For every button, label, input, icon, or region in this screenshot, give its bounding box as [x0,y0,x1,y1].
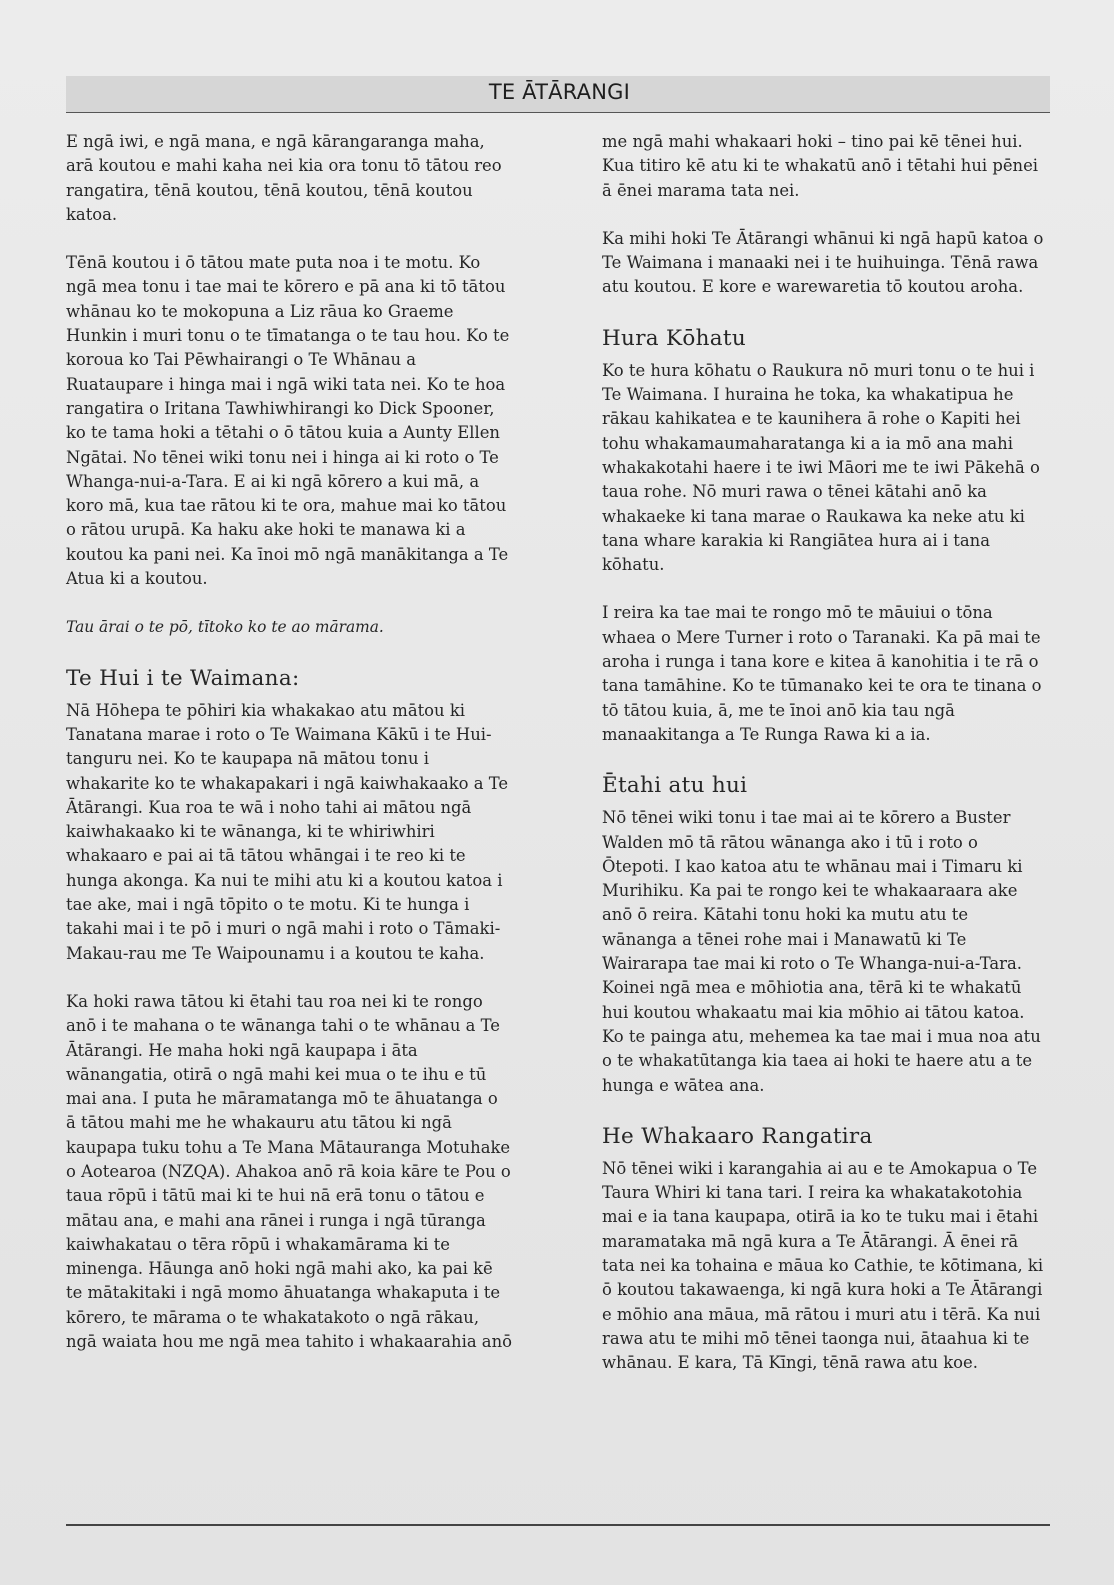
header-title: TE ĀTĀRANGI [488,80,630,104]
proverb: Tau ārai o te pō, tītoko ko te ao mārama. [66,618,384,637]
waimana-paragraph-1: Nā Hōhepa te pōhiri kia whakakao atu mātou ki Tanatana marae i roto o Te Waimana Kākū i te Hui-tanguru nei. Ko te kaupapa nā mātou tonu i whakarite ko te whakapakari i ngā kaiwhakaako a Te Ātārangi. Kua roa te wā i noho tahi ai mātou ngā kaiwhakaako ki te wānanga, ki te whiriwhiri whakaaro e pai ai tā tātou whāngai i te reo ki te hunga akonga. Ka nui te mihi atu ki a koutou katoa i tae ake, mai i ngā tōpito o te motu. Ki te hunga i takahi mai i te pō i muri o ngā mahi i roto o Tāmaki-Makau-rau me Te Waipounamu i a koutou te kaha. [66,700,509,963]
section-heading-hura-kohatu: Hura Kōhatu [602,325,746,351]
running-header [66,76,1050,113]
section-heading-waimana: Te Hui i te Waimana: [66,665,300,691]
mere-turner-paragraph: I reira ka tae mai te rongo mō te māuiui o tōna whaea o Mere Turner i roto o Taranaki. Ka pā mai te aroha i runga i tana kore e kitea ā kanohitia i te rā o tana tamāhine. Ko te tūmanako kei te ora te tinana o tō tātou kuia, ā, me te īnoi anō kia tau ngā manaakitanga a Te Runga Rawa ki a ia. [602,603,1042,744]
right-column [602,130,1048,1399]
whakaaro-rangatira-paragraph: Nō tēnei wiki i karangahia ai au e te Amokapua o Te Taura Whiri ki tana tari. I reira ka whakatakotohia mai e ia tana kaupapa, otirā ia ko te tuku mai i ētahi maramataka mā ngā kura a Te Ātārangi. Ā ēnei rā tata nei ka tohaina e māua ko Cathie, te kōtimana, ki ō koutou takawaenga, ki ngā kura hoki a Te Ātārangi e mōhio ana māua, mā rātou i muri atu i tērā. Ka nui rawa atu te mihi mō tēnei taonga nui, ātaahua ki te whānau. E kara, Tā Kīngi, tēnā rawa atu koe. [602,1158,1044,1373]
footer-rule [66,1524,1050,1526]
etahi-atu-hui-paragraph: Nō tēnei wiki tonu i tae mai ai te kōrero a Buster Walden mō tā rātou wānanga ako i tū i roto o Ōtepoti. I kao katoa atu te whānau mai i Timaru ki Murihiku. Ka pai te rongo kei te whakaaraara ake anō ō reira. Kātahi tonu hoki ka mutu atu te wānanga a tēnei rohe mai i Manawatū ki Te Wairarapa tae mai ki roto o Te Whanga-nui-a-Tara. Koinei ngā mea e mōhiotia ana, tērā ki te whakatū hui koutou whakaatu mai kia mōhio ai tātou katoa. Ko te painga atu, mehemea ka tae mai i mua noa atu o te whakatūtanga kia taea ai hoki te haere atu a te hunga e wātea ana. [602,808,1041,1095]
waimana-continued-paragraph: me ngā mahi whakaari hoki – tino pai kē tēnei hui. Kua titiro kē atu ki te whakatū anō i tētahi hui pēnei ā ēnei marama tata nei. [602,132,1039,200]
left-column [66,130,512,1378]
condolences-paragraph: Tēnā koutou i ō tātou mate puta noa i te motu. Ko ngā mea tonu i tae mai te kōrero e pā ana ki tō tātou whānau ko te mokopuna a Liz rāua ko Graeme Hunkin i muri tonu o te tīmatanga o te tau hou. Ko te koroua ko Tai Pēwhairangi o Te Whānau a Ruataupare i hinga mai i ngā wiki tata nei. Ko te hoa rangatira o Iritana Tawhiwhirangi ko Dick Spooner, ko te tama hoki a tētahi o ō tātou kuia a Aunty Ellen Ngātai. No tēnei wiki tonu nei i hinga ai ki roto o Te Whanga-nui-a-Tara. E ai ki ngā kōrero a kui mā, a koro mā, kua tae rātou ki te ora, mahue mai ko tātou o rātou urupā. Ka haku ake hoki te manawa ki a koutou ka pani nei. Ka īnoi mō ngā manākitanga a Te Atua ki a koutou. [66,253,510,589]
greeting-paragraph: E ngā iwi, e ngā mana, e ngā kārangaranga maha, arā koutou e mahi kaha nei kia ora tonu tō tātou reo rangatira, tēnā koutou, tēnā koutou, tēnā koutou katoa. [66,132,502,224]
section-heading-etahi-atu-hui: Ētahi atu hui [602,773,748,799]
section-heading-whakaaro-rangatira: He Whakaaro Rangatira [602,1123,873,1149]
waimana-paragraph-2: Ka hoki rawa tātou ki ētahi tau roa nei ki te rongo anō i te mahana o te wānanga tahi o te whānau a Te Ātārangi. He maha hoki ngā kaupapa i āta wānangatia, otirā o ngā mahi kei mua o te ihu e tū mai ana. I puta he māramatanga mō te āhuatanga o ā tātou mahi me he whakauru atu tātou ki ngā kaupapa tuku tohu a Te Mana Mātauranga Motuhake o Aotearoa (NZQA). Ahakoa anō rā koia kāre te Pou o taua rōpū i tātū mai ki te hui nā erā tonu o tātou e mātau ana, e mahi ana rānei i runga i ngā tūranga kaiwhakatau o tēra rōpū i whakamārama ki te minenga. Hāunga anō hoki ngā mahi ako, ka pai kē te mātakitaki i ngā momo āhuatanga whakaputa i te kōrero, te mārama o te whakatakoto o ngā rākau, ngā waiata hou me ngā mea tahito i whakaarahia anō [66,991,513,1352]
hura-kohatu-paragraph: Ko te hura kōhatu o Raukura nō muri tonu o te hui i Te Waimana. I huraina he toka, ka whakatipua he rākau kahikatea e te kaunihera ā rohe o Kapiti hei tohu whakamaumaharatanga ki a ia mō ana mahi whakakotahi haere i te iwi Māori me te iwi Pākehā o taua rohe. Nō muri rawa o tēnei kātahi anō ka whakaeke ki tana marae o Raukawa ka neke atu ki tana whare karakia ki Rangiātea hura ai i tana kōhatu. [602,360,1040,575]
thanks-paragraph: Ka mihi hoki Te Ātārangi whānui ki ngā hapū katoa o Te Waimana i manaaki nei i te huihuinga. Tēnā rawa atu koutou. E kore e warewaretia tō koutou aroha. [602,228,1044,297]
